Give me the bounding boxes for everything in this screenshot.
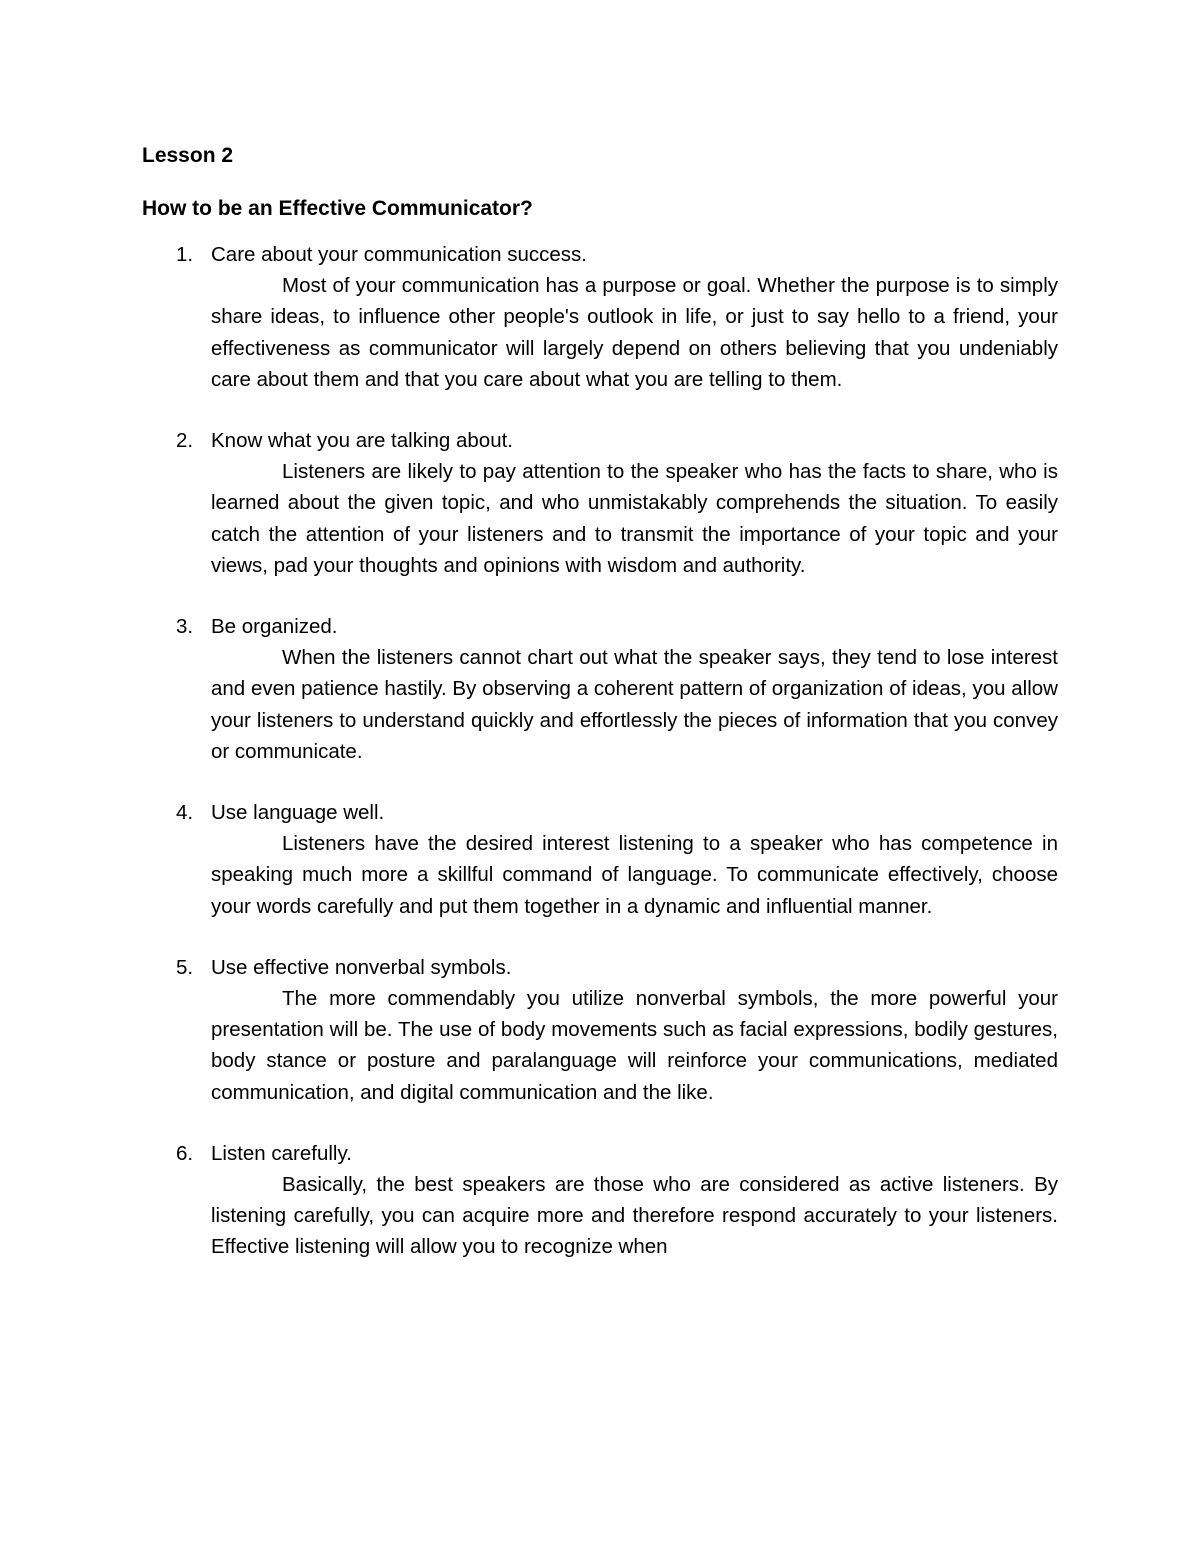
list-item bbox=[142, 952, 1058, 1108]
list-item-number: 6. bbox=[176, 1141, 194, 1165]
list-item-body: When the listeners cannot chart out what the speaker says, they tend to lose interest and even patience hastily. By observing a coherent pattern of organization of ideas, you allow your listeners to understand quickly and effortlessly the pieces of information that you convey or communicate. bbox=[211, 646, 1058, 763]
list-item-heading: Use language well. bbox=[211, 801, 385, 825]
list-item-heading: Listen carefully. bbox=[211, 1141, 352, 1165]
document-page bbox=[142, 140, 1058, 1293]
list-item-number: 3. bbox=[176, 615, 194, 639]
list-item-body: Basically, the best speakers are those who are considered as active listeners. By listening carefully, you can acquire more and therefore respond accurately to your listeners. Effective listening will allow you to recognize when bbox=[211, 1173, 1058, 1259]
list-item bbox=[142, 425, 1058, 581]
tips-list bbox=[142, 239, 1058, 1263]
list-item-number: 5. bbox=[176, 955, 194, 979]
list-item-heading: Know what you are talking about. bbox=[211, 429, 513, 453]
list-item-number: 4. bbox=[176, 801, 194, 825]
list-item bbox=[142, 1138, 1058, 1263]
list-item bbox=[142, 239, 1058, 395]
lesson-label: Lesson 2 bbox=[142, 144, 234, 167]
list-item-body: Listeners are likely to pay attention to the speaker who has the facts to share, who is learned about the given topic, and who unmistakably comprehends the situation. To easily catch the attention of your listeners and to transmit the importance of your topic and your views, pad your thoughts and opinions with wisdom and authority. bbox=[211, 460, 1058, 577]
list-item-body: Most of your communication has a purpose or goal. Whether the purpose is to simply share ideas, to influence other people's outlook in life, or just to say hello to a friend, your effectiveness as communicator will largely depend on others believing that you undeniably care about them and that you care about what you are telling to them. bbox=[211, 274, 1058, 391]
list-item-heading: Care about your communication success. bbox=[211, 243, 588, 266]
list-item-number: 2. bbox=[176, 429, 194, 453]
list-item-number: 1. bbox=[176, 243, 194, 266]
document-title: How to be an Effective Communicator? bbox=[142, 197, 533, 220]
list-item-heading: Use effective nonverbal symbols. bbox=[211, 955, 512, 979]
list-item bbox=[142, 611, 1058, 767]
list-item-body: The more commendably you utilize nonverbal symbols, the more powerful your presentation will be. The use of body movements such as facial expressions, bodily gestures, body stance or posture and paralanguage will reinforce your communications, mediated communication, and digital communication and the like. bbox=[211, 987, 1058, 1104]
list-item-body: Listeners have the desired interest listening to a speaker who has competence in speaking much more a skillful command of language. To communicate effectively, choose your words carefully and put them together in a dynamic and influential manner. bbox=[211, 832, 1058, 918]
list-item bbox=[142, 797, 1058, 922]
list-item-heading: Be organized. bbox=[211, 615, 338, 639]
